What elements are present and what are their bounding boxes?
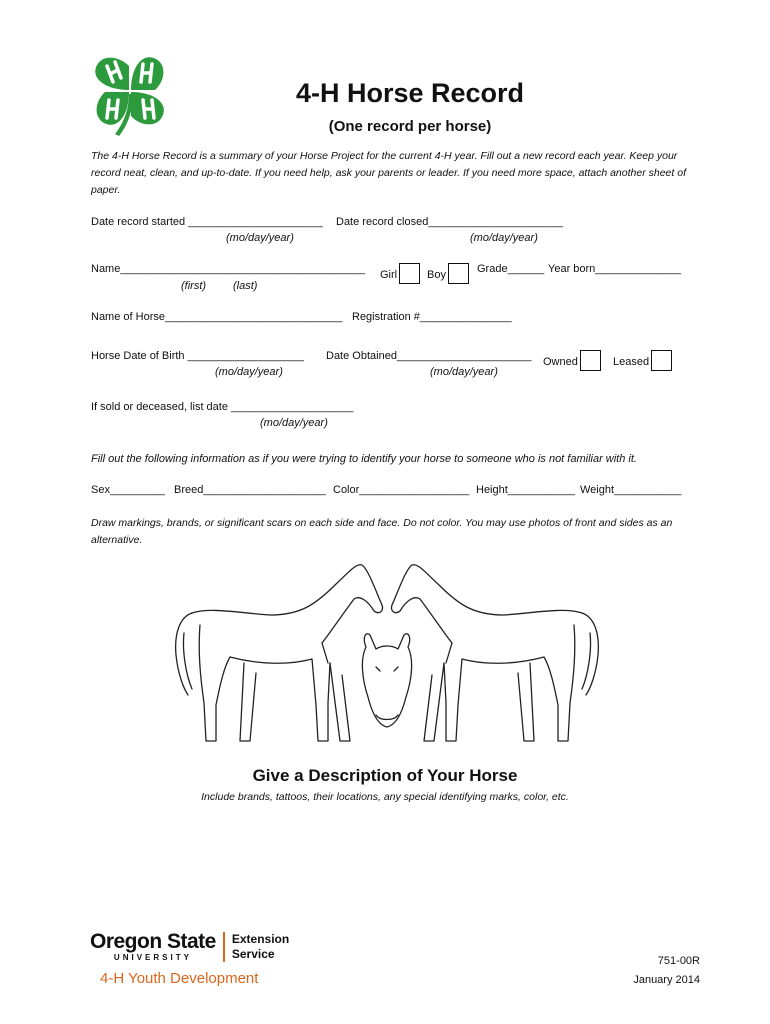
- color-field[interactable]: Color__________________: [333, 484, 470, 496]
- first-name-hint: (first): [181, 280, 207, 292]
- osu-university: UNIVERSITY: [113, 953, 192, 962]
- leased-label: Leased: [613, 356, 650, 368]
- name-field[interactable]: Name________________________________________: [91, 263, 366, 275]
- osu-logo: [90, 931, 289, 963]
- horse-name-field[interactable]: Name of Horse_____________________________: [91, 311, 343, 323]
- owned-label: Owned: [543, 356, 578, 368]
- date-closed-hint: (mo/day/year): [470, 232, 538, 244]
- owned-checkbox[interactable]: [580, 350, 601, 371]
- extension-word: Extension: [231, 932, 290, 946]
- youth-development-label: 4-H Youth Development: [100, 970, 259, 987]
- last-name-hint: (last): [233, 280, 258, 292]
- obtained-hint: (mo/day/year): [430, 366, 498, 378]
- identify-instructions: Fill out the following information as if you were trying to identify your horse to someone who is not familiar with it.: [91, 453, 637, 465]
- grade-field[interactable]: Grade______: [477, 263, 545, 275]
- sold-date-hint: (mo/day/year): [260, 417, 328, 429]
- horse-dob-field[interactable]: Horse Date of Birth ___________________: [91, 350, 304, 362]
- dob-hint: (mo/day/year): [215, 366, 283, 378]
- sex-field[interactable]: Sex_________: [91, 484, 166, 496]
- description-heading: Give a Description of Your Horse: [252, 766, 518, 785]
- girl-label: Girl: [380, 269, 398, 281]
- date-started-hint: (mo/day/year): [226, 232, 294, 244]
- intro-text: The 4-H Horse Record is a summary of your Horse Project for the current 4-H year. Fill out a new record each year. Keep your record neat, clean, and up-to-date. If you need help, ask your parents or leader. If you need more space, attach another sheet of paper.: [91, 150, 686, 196]
- date-obtained-field[interactable]: Date Obtained______________________: [326, 350, 532, 362]
- logo-divider: [223, 932, 225, 962]
- breed-field[interactable]: Breed____________________: [174, 484, 326, 496]
- boy-checkbox[interactable]: [448, 263, 469, 284]
- 4h-clover-logo: [85, 50, 175, 140]
- draw-instructions: Draw markings, brands, or significant scars on each side and face. Do not color. You may use photos of front and sides as an alternative.: [91, 517, 673, 546]
- osu-wordmark: Oregon State: [90, 930, 216, 953]
- service-word: Service: [231, 947, 275, 961]
- date-record-closed-field[interactable]: Date record closed______________________: [336, 216, 563, 228]
- height-field[interactable]: Height___________: [476, 484, 576, 496]
- weight-field[interactable]: Weight___________: [580, 484, 682, 496]
- page-subtitle: (One record per horse): [328, 118, 492, 135]
- girl-checkbox[interactable]: [399, 263, 420, 284]
- description-hint: Include brands, tattoos, their locations, any special identifying marks, color, etc.: [201, 791, 569, 803]
- year-born-field[interactable]: Year born______________: [548, 263, 681, 275]
- boy-label: Boy: [427, 269, 446, 281]
- sold-deceased-field[interactable]: If sold or deceased, list date ____________________: [91, 401, 354, 413]
- page-title: 4-H Horse Record: [295, 78, 525, 108]
- leased-checkbox[interactable]: [651, 350, 672, 371]
- date-record-started-field[interactable]: Date record started ______________________: [91, 216, 323, 228]
- document-code: 751-00R: [657, 955, 700, 967]
- document-date: January 2014: [633, 974, 700, 986]
- horse-outline-drawing: [170, 555, 605, 755]
- registration-field[interactable]: Registration #_______________: [352, 311, 512, 323]
